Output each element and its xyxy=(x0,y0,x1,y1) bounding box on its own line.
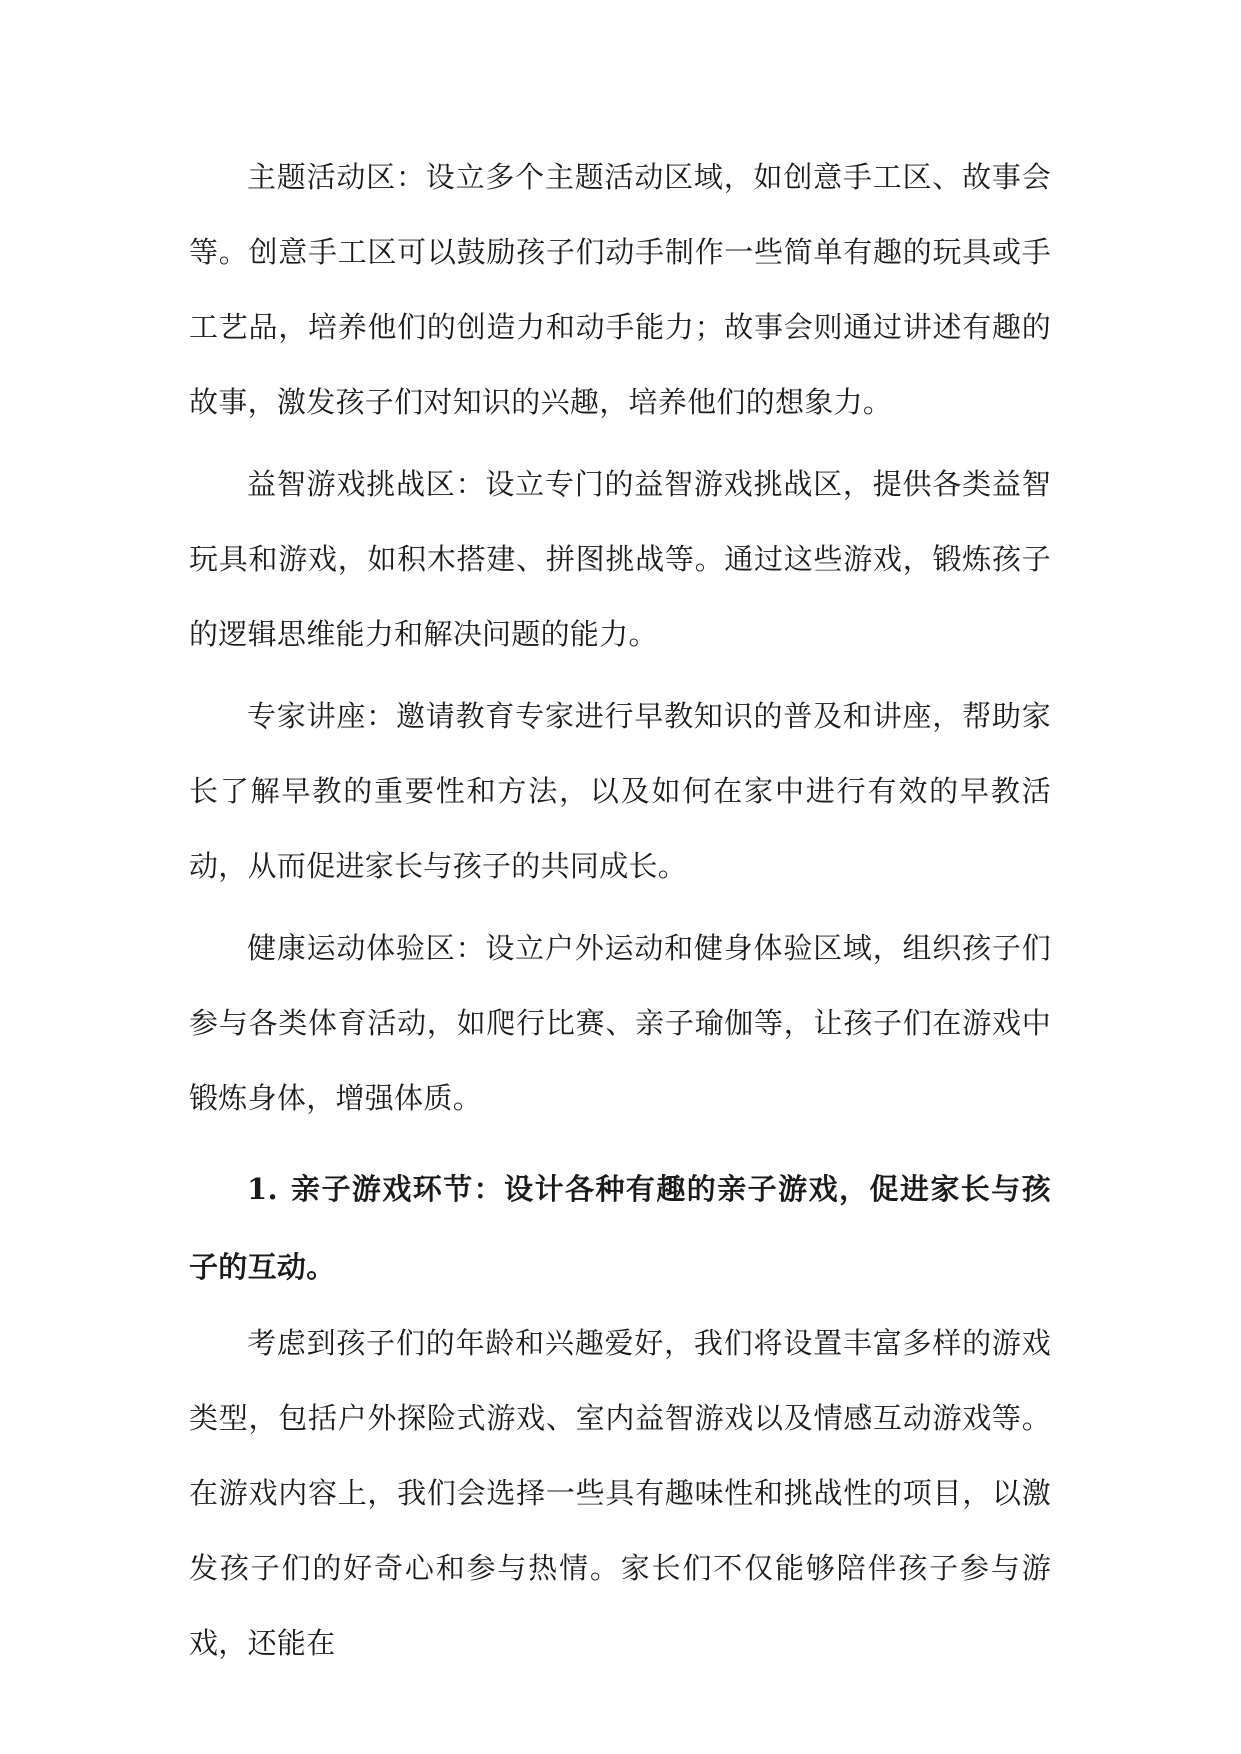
paragraph-puzzle-challenge-zone: 益智游戏挑战区：设立专门的益智游戏挑战区，提供各类益智玩具和游戏，如积木搭建、拼图挑战等。通过这些游戏，锻炼孩子的逻辑思维能力和解决问题的能力。 xyxy=(189,467,1051,651)
paragraph-health-sports-zone: 健康运动体验区：设立户外运动和健身体验区域，组织孩子们参与各类体育活动，如爬行比赛、亲子瑜伽等，让孩子们在游戏中锻炼身体，增强体质。 xyxy=(189,931,1051,1115)
section-heading-text: 亲子游戏环节：设计各种有趣的亲子游戏，促进家长与孩子的互动。 xyxy=(189,1172,1051,1284)
section-heading-number: 1. xyxy=(247,1172,278,1206)
paragraph-expert-lecture: 专家讲座：邀请教育专家进行早教知识的普及和讲座，帮助家长了解早教的重要性和方法，以及如何在家中进行有效的早教活动，从而促进家长与孩子的共同成长。 xyxy=(189,699,1051,883)
section-heading xyxy=(189,1150,1051,1306)
paragraph-theme-activity-zone: 主题活动区：设立多个主题活动区域，如创意手工区、故事会等。创意手工区可以鼓励孩子们动手制作一些简单有趣的玩具或手工艺品，培养他们的创造力和动手能力；故事会则通过讲述有趣的故事，激发孩子们对知识的兴趣，培养他们的想象力。 xyxy=(189,160,1051,419)
document-page xyxy=(189,140,1051,1688)
paragraph-parent-child-games: 考虑到孩子们的年龄和兴趣爱好，我们将设置丰富多样的游戏类型，包括户外探险式游戏、室内益智游戏以及情感互动游戏等。在游戏内容上，我们会选择一些具有趣味性和挑战性的项目，以激发孩子们的好奇心和参与热情。家长们不仅能够陪伴孩子参与游戏，还能在 xyxy=(189,1326,1051,1660)
